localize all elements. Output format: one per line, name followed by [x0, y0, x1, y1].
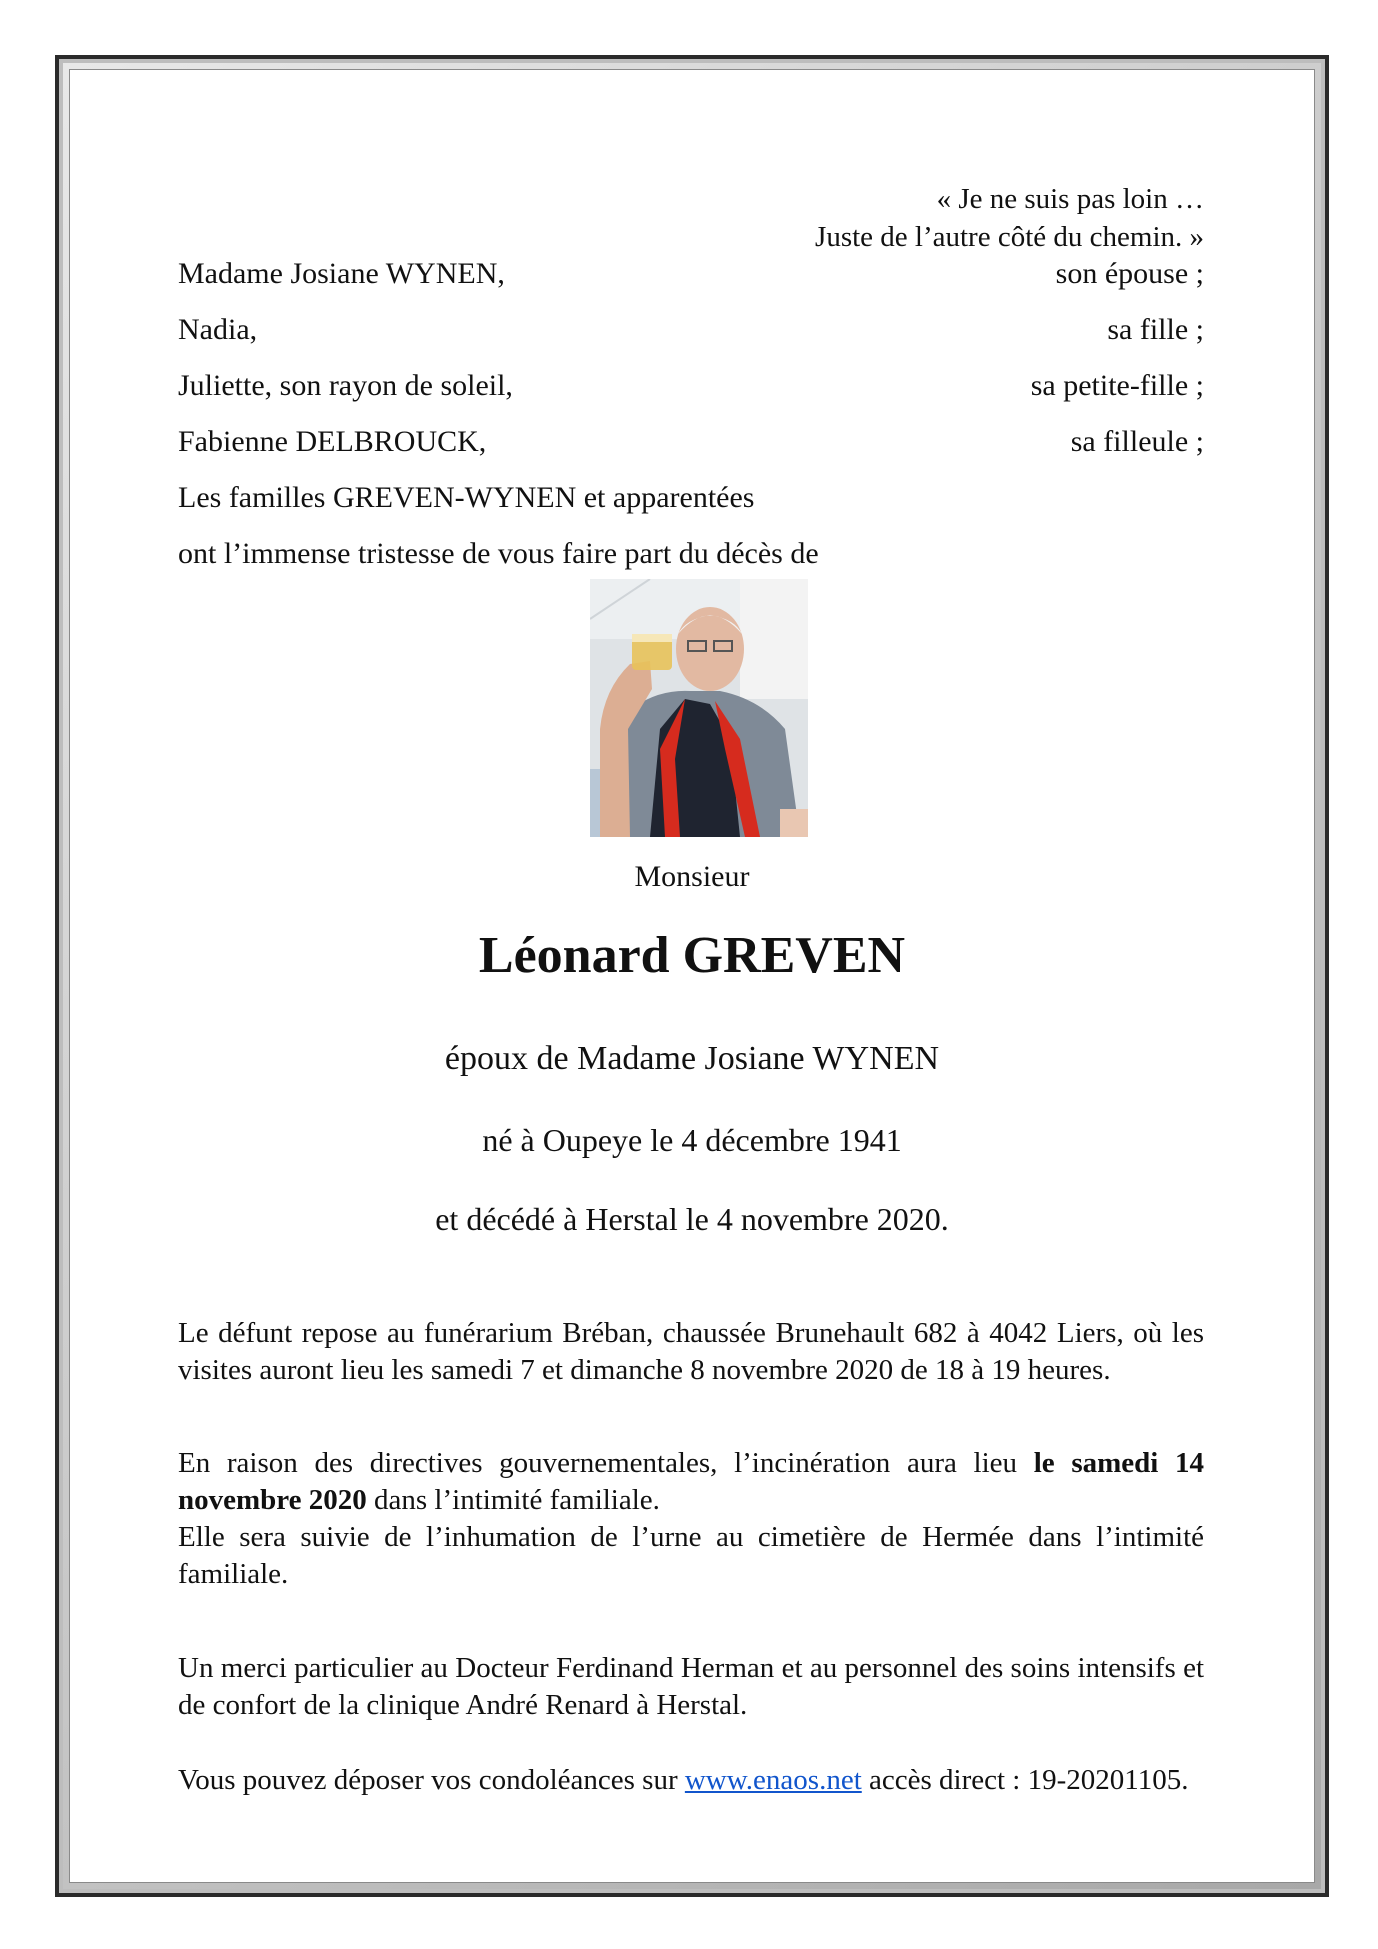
portrait-photo — [590, 579, 808, 837]
condolences-paragraph — [178, 1762, 1204, 1799]
condolences-intro: Vous pouvez déposer vos condoléances sur — [178, 1764, 685, 1796]
ceremony-line-2: Elle sera suivie de l’inhumation de l’urne au cimetière de Hermée dans l’intimité familiale. — [178, 1521, 1204, 1590]
family-member-relation: sa fille ; — [1107, 313, 1204, 346]
birth-line: né à Oupeye le 4 décembre 1941 — [482, 1122, 902, 1158]
epigraph-quote — [815, 180, 1204, 256]
family-row — [178, 358, 1204, 414]
page-border — [55, 55, 1329, 1897]
quote-line-1: « Je ne suis pas loin … — [936, 183, 1204, 215]
family-member-name: Nadia, — [178, 313, 258, 346]
family-member-name: Madame Josiane WYNEN, — [178, 257, 505, 290]
condolences-access: accès direct : 19-20201105. — [861, 1764, 1189, 1796]
notice-card — [69, 69, 1315, 1883]
ceremony-intro: En raison des directives gouvernementales, l’incinération aura lieu — [178, 1447, 1034, 1479]
family-member-relation: son épouse ; — [1055, 257, 1204, 290]
ceremony-date: le samedi 14 novembre 2020 — [178, 1447, 1205, 1516]
announcement-line: ont l’immense tristesse de vous faire part du décès de — [178, 537, 819, 570]
family-member-relation: sa petite-fille ; — [1030, 369, 1204, 402]
honorific: Monsieur — [634, 860, 750, 893]
death-line: et décédé à Herstal le 4 novembre 2020. — [435, 1201, 949, 1237]
deceased-name: Léonard GREVEN — [478, 927, 906, 984]
family-member-relation: sa filleule ; — [1070, 425, 1204, 458]
family-row — [178, 246, 1204, 302]
ceremony-paragraph — [178, 1445, 1204, 1593]
thanks-paragraph: Un merci particulier au Docteur Ferdinand Herman et au personnel des soins intensifs et de confort de la clinique André Renard à Herstal. — [178, 1652, 1204, 1721]
condolences-link[interactable]: www.enaos.net — [684, 1764, 862, 1796]
family-member-name: Juliette, son rayon de soleil, — [178, 369, 513, 402]
ceremony-after: dans l’intimité familiale. — [366, 1484, 660, 1516]
quote-line-2: Juste de l’autre côté du chemin. » — [815, 221, 1204, 253]
families-line: Les familles GREVEN-WYNEN et apparentées — [178, 481, 755, 514]
family-row — [178, 302, 1204, 358]
repose-paragraph: Le défunt repose au funérarium Bréban, chaussée Brunehault 682 à 4042 Liers, où les visites auront lieu les samedi 7 et dimanche 8 novembre 2020 de 18 à 19 heures. — [178, 1317, 1204, 1386]
family-member-name: Fabienne DELBROUCK, — [178, 425, 487, 458]
family-row — [178, 414, 1204, 470]
spouse-line: époux de Madame Josiane WYNEN — [444, 1040, 940, 1077]
family-list — [178, 246, 1204, 582]
page-border-bevel — [63, 63, 1321, 1889]
